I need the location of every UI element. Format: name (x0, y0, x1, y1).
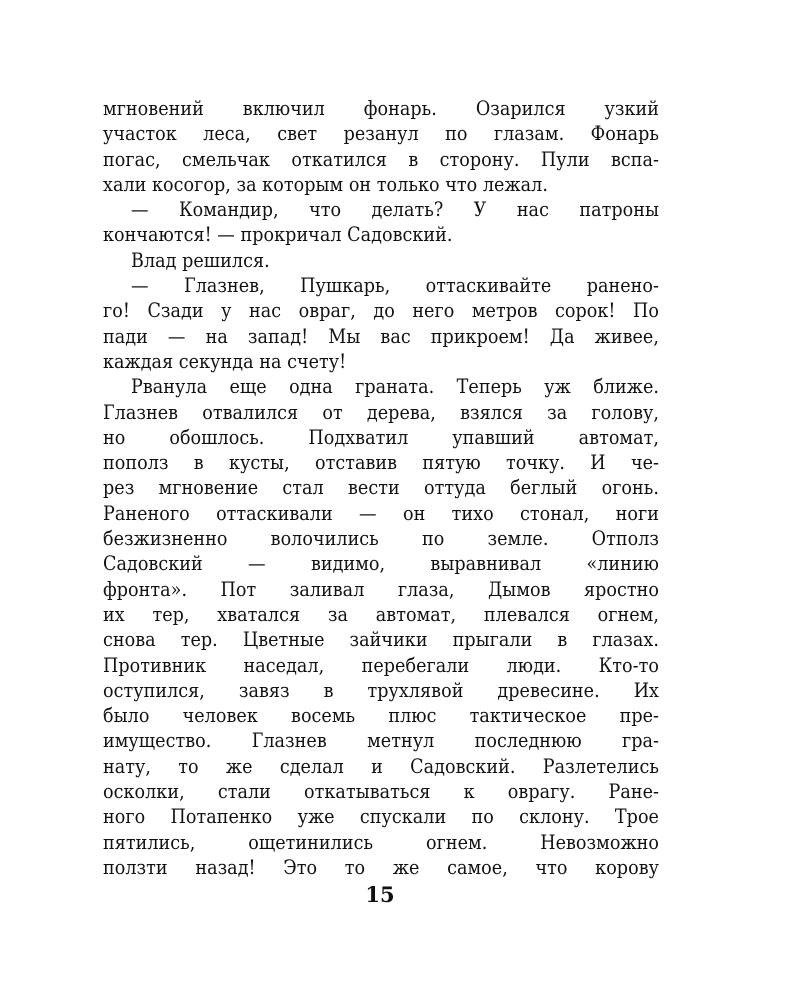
text-line: рез мгновение стал вести оттуда беглый огонь. (103, 476, 659, 500)
text-line: их тер, хватался за автомат, плевался огнем, (103, 602, 659, 626)
text-line: имущество. Глазнев метнул последнюю гра- (103, 729, 659, 753)
text-line: фронта». Пот заливал глаза, Дымов яростно (103, 577, 659, 601)
text-line: нату, то же сделал и Садовский. Разлетелись (103, 754, 659, 778)
text-line: но обошлось. Подхватил упавший автомат, (103, 425, 659, 449)
text-line: Рванула еще одна граната. Теперь уж ближе. (131, 375, 659, 399)
text-line: пополз в кусты, отставив пятую точку. И че- (103, 451, 659, 475)
text-line: мгновений включил фонарь. Озарился узкий (103, 97, 659, 120)
text-line: каждая секунда на счету! (103, 349, 347, 373)
text-line: Глазнев отвалился от дерева, взялся за голову, (103, 400, 659, 424)
page-number: 15 (365, 882, 395, 907)
text-line: — Командир, что делать? У нас патроны (131, 198, 659, 222)
body-text (103, 96, 659, 880)
text-line: оступился, завяз в трухлявой древесине. Их (103, 678, 659, 702)
text-line: погас, смельчак откатился в сторону. Пули вспа- (103, 147, 659, 171)
text-line: Влад решился. (131, 248, 270, 272)
text-line: хали косогор, за которым он только что лежал. (103, 172, 548, 196)
text-line: снова тер. Цветные зайчики прыгали в глазах. (103, 628, 659, 652)
text-line: участок леса, свет резанул по глазам. Фонарь (103, 122, 659, 146)
text-line: пятились, ощетинились огнем. Невозможно (103, 830, 659, 854)
text-line: го! Сзади у нас овраг, до него метров сорок! По (103, 299, 659, 323)
text-line: Садовский — видимо, выравнивал «линию (103, 552, 659, 576)
text-line: Противник наседал, перебегали люди. Кто-то (103, 653, 659, 677)
text-line: Раненого оттаскивали — он тихо стонал, ноги (103, 501, 659, 525)
text-line: ползти назад! Это то же самое, что корову (103, 855, 659, 879)
text-line: безжизненно волочились по земле. Отполз (103, 527, 659, 551)
text-line: осколки, стали откатываться к оврагу. Ране- (103, 780, 659, 804)
text-line: — Глазнев, Пушкарь, оттаскивайте ранено- (131, 274, 659, 298)
text-line: было человек восемь плюс тактическое пре- (103, 704, 659, 728)
text-line: ного Потапенко уже спускали по склону. Трое (103, 805, 659, 829)
text-line: кончаются! — прокричал Садовский. (103, 223, 453, 247)
text-line: пади — на запад! Мы вас прикроем! Да живее, (103, 324, 659, 348)
